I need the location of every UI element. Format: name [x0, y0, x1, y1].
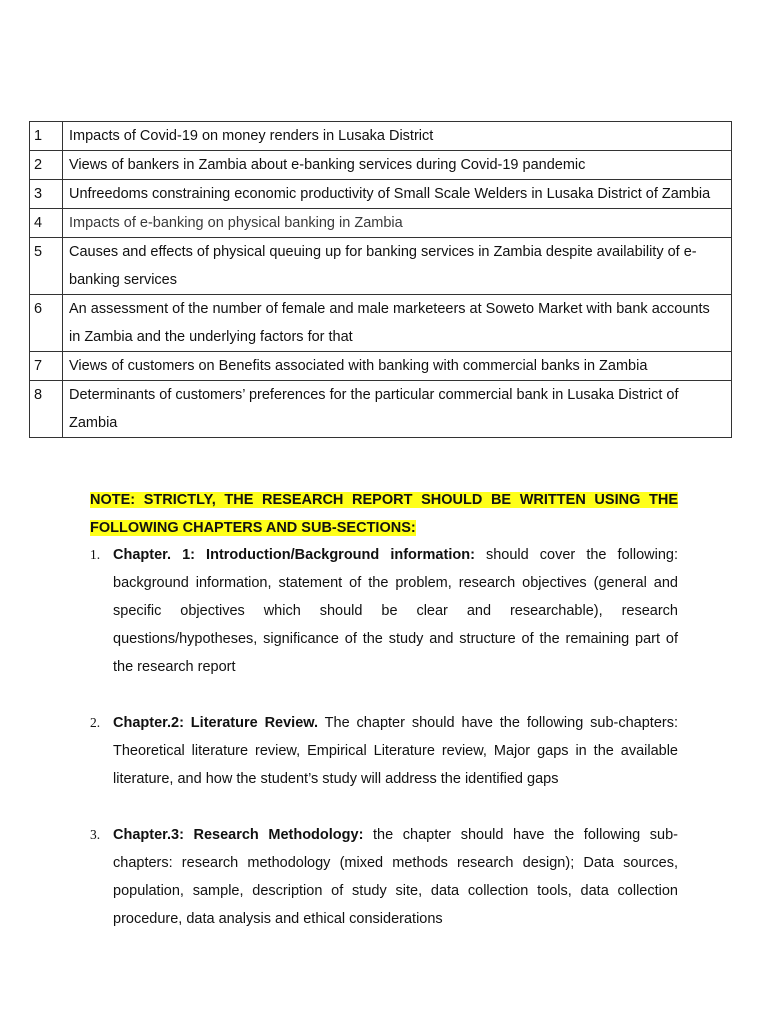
topic-text: Views of customers on Benefits associated with banking with commercial banks in Zambia [63, 352, 732, 381]
topic-number: 1 [30, 122, 63, 151]
topic-text: Determinants of customers’ preferences for the particular commercial bank in Lusaka District of Zambia [63, 381, 732, 438]
table-row [30, 122, 732, 151]
topic-number: 5 [30, 238, 63, 295]
note-heading [90, 486, 678, 542]
topic-number: 8 [30, 381, 63, 438]
table-row [30, 352, 732, 381]
topic-text: Unfreedoms constraining economic productivity of Small Scale Welders in Lusaka District of Zambia [63, 180, 732, 209]
topic-number: 7 [30, 352, 63, 381]
table-row [30, 209, 732, 238]
topic-text: Causes and effects of physical queuing up for banking services in Zambia despite availability of e-banking services [63, 238, 732, 295]
chapter-description: The chapter should have the following sub-chapters: Theoretical literature review, Empirical Literature review, Major gaps in the available literature, and how the student’s study will address the identified gaps [113, 715, 678, 787]
list-item [90, 821, 678, 933]
research-topics-table [29, 121, 732, 438]
chapter-list [90, 541, 678, 961]
list-marker: 1. [90, 547, 101, 562]
list-marker: 2. [90, 715, 101, 730]
table-row [30, 295, 732, 352]
topic-number: 2 [30, 151, 63, 180]
chapter-heading: Chapter.3: Research Methodology: [113, 827, 364, 843]
list-marker: 3. [90, 827, 101, 842]
note-highlight: NOTE: STRICTLY, THE RESEARCH REPORT SHOULD BE WRITTEN USING THE FOLLOWING CHAPTERS AND SUB-SECTIONS: [90, 492, 678, 536]
topic-text: An assessment of the number of female and male marketeers at Soweto Market with bank accounts in Zambia and the underlying factors for that [63, 295, 732, 352]
table-row [30, 180, 732, 209]
list-item [90, 541, 678, 681]
table-row [30, 238, 732, 295]
topic-text: Impacts of Covid-19 on money renders in Lusaka District [63, 122, 732, 151]
topic-text: Views of bankers in Zambia about e-banking services during Covid-19 pandemic [63, 151, 732, 180]
chapter-description: should cover the following: background information, statement of the problem, research objectives (general and specific objectives which should be clear and researchable), research questions/hypotheses, significance of the study and structure of the remaining part of the research report [113, 547, 679, 675]
list-item [90, 709, 678, 793]
chapter-heading: Chapter.2: Literature Review. [113, 715, 319, 731]
table-row [30, 151, 732, 180]
chapter-heading: Chapter. 1: Introduction/Background information: [113, 547, 475, 563]
topic-number: 3 [30, 180, 63, 209]
topic-number: 4 [30, 209, 63, 238]
chapter-description: the chapter should have the following sub-chapters: research methodology (mixed methods research design); Data sources, population, sample, description of study site, data collection tools, data collection procedure, data analysis and ethical considerations [113, 827, 678, 927]
table-row [30, 381, 732, 438]
topic-number: 6 [30, 295, 63, 352]
topic-text: Impacts of e-banking on physical banking in Zambia [63, 209, 732, 238]
